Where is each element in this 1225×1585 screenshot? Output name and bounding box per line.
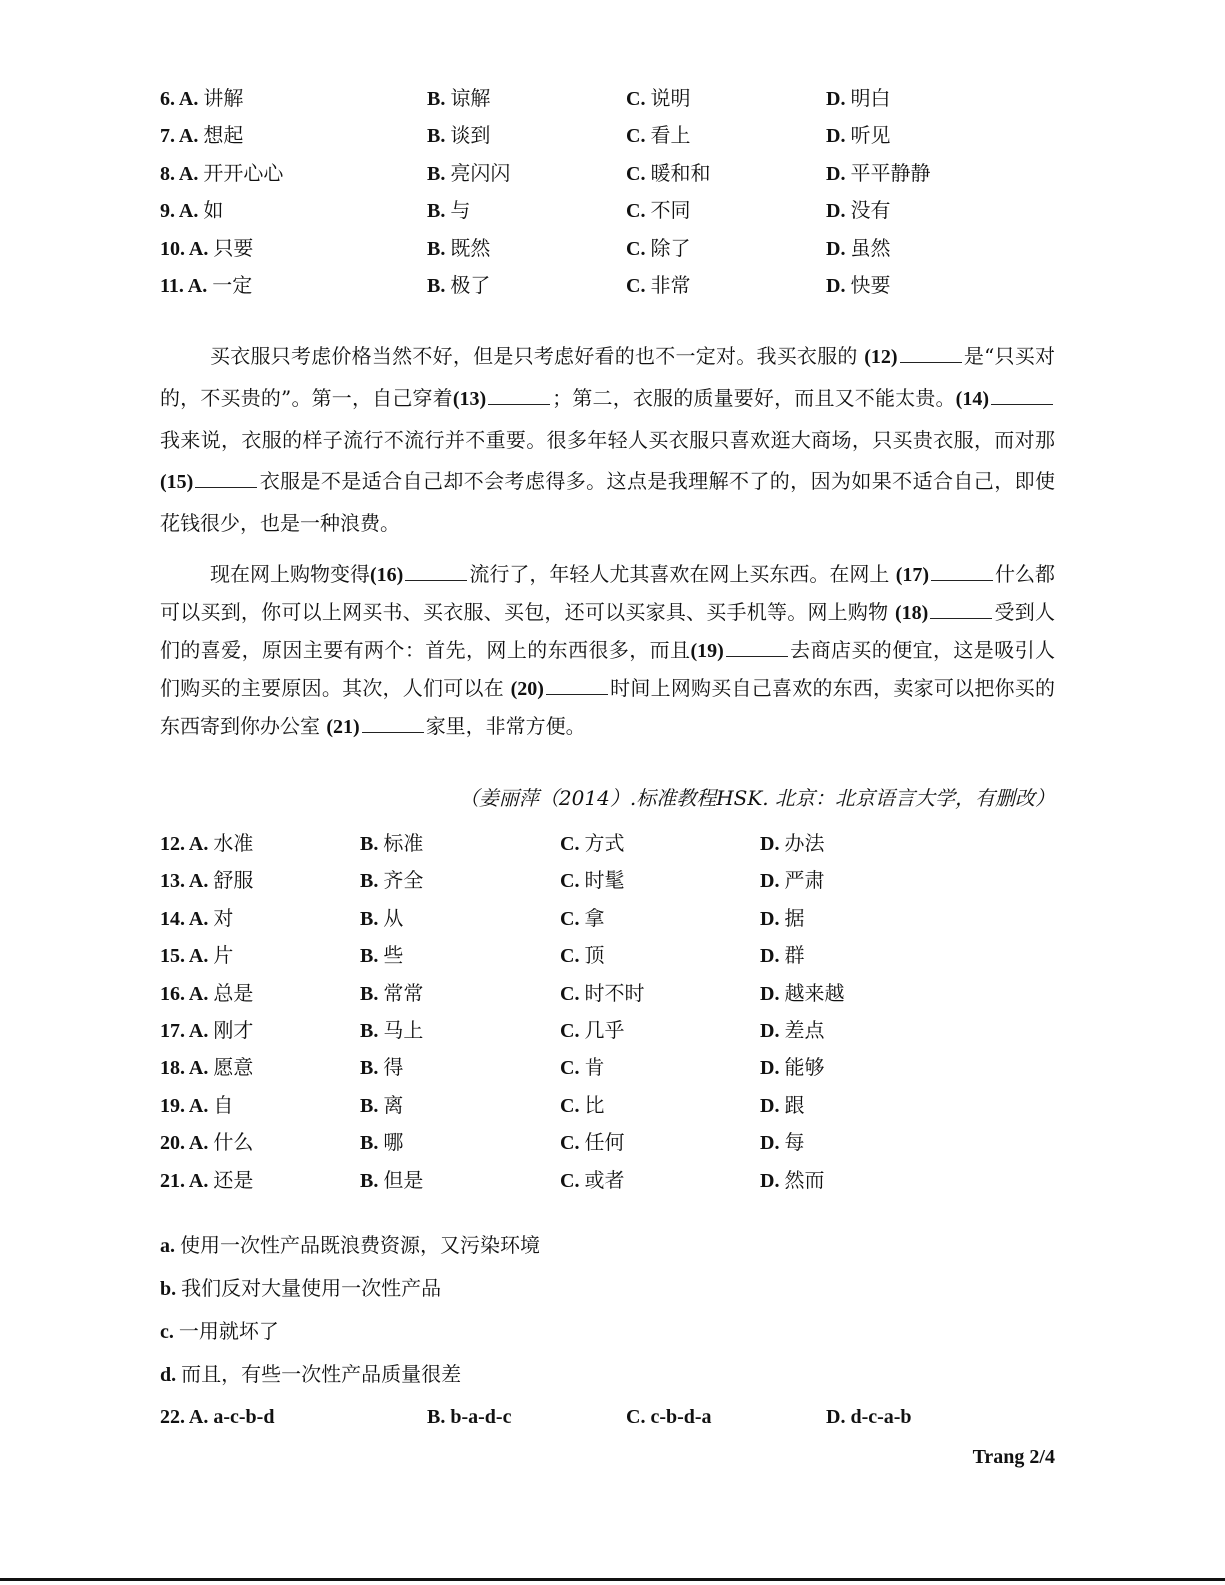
- option-a-text: 什么: [213, 1130, 254, 1155]
- option-c: [626, 81, 690, 116]
- question-row: [0, 268, 1225, 302]
- option-c: [626, 231, 690, 266]
- option-a-text: 愿意: [213, 1055, 254, 1080]
- question-number: 10. A.: [160, 237, 214, 260]
- option-c: [560, 1013, 624, 1048]
- question-row: [0, 1125, 1225, 1159]
- option-letter: C.: [626, 162, 651, 185]
- passage-text: 现在网上购物变得: [210, 562, 370, 586]
- option-c-text: 拿: [584, 905, 605, 930]
- option-letter: D.: [826, 237, 851, 260]
- option-c-text: 时不时: [584, 980, 645, 1005]
- option-b: [360, 1125, 403, 1160]
- option-letter: C.: [626, 125, 651, 148]
- option-b: [427, 118, 490, 153]
- question-row: [0, 1163, 1225, 1197]
- question-number: 7. A.: [160, 125, 204, 148]
- option-c-text: 肯: [584, 1055, 605, 1080]
- bottom-divider: [0, 1578, 1225, 1581]
- question-number: 20. A.: [160, 1132, 214, 1155]
- sentence-letter: a.: [160, 1235, 180, 1257]
- question-row: [0, 81, 1225, 115]
- option-c: [626, 118, 690, 153]
- option-a-text: 片: [213, 943, 234, 968]
- option-a: [160, 193, 223, 228]
- option-c-text: 或者: [584, 1167, 625, 1192]
- option-letter: C.: [626, 88, 651, 110]
- option-letter: B.: [360, 1020, 384, 1042]
- option-d: [760, 901, 804, 936]
- option-letter: B.: [360, 1094, 384, 1117]
- option-letter: D.: [826, 275, 851, 297]
- option-a-text: 对: [213, 905, 234, 930]
- question-number: 14. A.: [160, 907, 214, 930]
- sentence-item: [160, 1314, 279, 1349]
- option-letter: B.: [360, 833, 384, 855]
- question-number: 16. A.: [160, 982, 214, 1005]
- question-row: [0, 863, 1225, 897]
- option-letter: C.: [560, 1169, 585, 1192]
- option-letter: C.: [560, 870, 585, 893]
- option-a: [160, 1088, 233, 1123]
- blank-number: (16): [370, 564, 404, 586]
- option-a: [160, 826, 253, 861]
- option-letter: B.: [360, 1132, 384, 1155]
- blank-number: (13): [452, 388, 487, 410]
- option-d: [826, 193, 890, 228]
- option-c: [560, 863, 624, 898]
- option-d-text: 然而: [784, 1167, 825, 1192]
- option-letter: B.: [427, 125, 451, 148]
- option-b: [360, 826, 423, 861]
- option-letter: D.: [760, 907, 785, 930]
- option-b-text: b-a-d-c: [450, 1406, 512, 1428]
- option-c-text: 不同: [650, 198, 691, 223]
- option-a-text: 舒服: [213, 868, 254, 893]
- option-c-text: 非常: [650, 273, 691, 297]
- option-letter: B.: [427, 200, 451, 223]
- option-letter: B.: [360, 945, 384, 968]
- sentence-text: 我们反对大量使用一次性产品: [181, 1276, 442, 1300]
- passage-paragraph: [160, 556, 1055, 746]
- passage-text: 流行了，年轻人尤其喜欢在网上买东西。在网上: [469, 562, 890, 586]
- question-number: 19. A.: [160, 1094, 214, 1117]
- option-c: [560, 1125, 624, 1160]
- option-a: [160, 81, 243, 116]
- option-b-text: 标准: [383, 831, 424, 855]
- option-a: [160, 1050, 253, 1085]
- option-c-text: 时髦: [584, 868, 625, 893]
- option-d-text: 办法: [784, 831, 825, 855]
- blank-line: [726, 634, 788, 657]
- option-letter: D.: [760, 870, 785, 893]
- option-letter: C.: [560, 982, 585, 1005]
- blank-line: [195, 465, 257, 488]
- option-letter: C.: [626, 237, 651, 260]
- option-d: [826, 156, 930, 191]
- option-letter: D.: [826, 162, 851, 185]
- option-c: [560, 826, 624, 861]
- option-d: [760, 1125, 804, 1160]
- sentence-letter: b.: [160, 1278, 182, 1300]
- option-b: [427, 81, 490, 116]
- sentence-letter: c.: [160, 1321, 179, 1343]
- option-a-text: 开开心心: [203, 160, 284, 185]
- question-number: 15. A.: [160, 945, 214, 968]
- option-b: [360, 1163, 423, 1198]
- option-b: [427, 268, 490, 303]
- option-a-text: 水准: [213, 831, 254, 855]
- option-letter: C.: [626, 200, 651, 223]
- blank-line: [546, 672, 608, 695]
- option-letter: D.: [760, 1057, 785, 1080]
- option-c-text: 几乎: [584, 1018, 625, 1042]
- option-d-text: 没有: [850, 198, 891, 223]
- option-a: [160, 1163, 253, 1198]
- sentence-text: 而且，有些一次性产品质量很差: [181, 1362, 462, 1386]
- option-c-text: 暖和和: [650, 160, 711, 185]
- question-row: [0, 193, 1225, 227]
- question-number: 21. A.: [160, 1169, 214, 1192]
- option-letter: C.: [626, 275, 651, 297]
- option-letter: C.: [560, 945, 585, 968]
- option-b: [360, 1088, 403, 1123]
- option-a: [160, 976, 253, 1011]
- option-a-text: 还是: [213, 1167, 254, 1192]
- blank-line: [488, 382, 550, 405]
- option-d-text: 差点: [784, 1018, 825, 1042]
- option-b: [427, 156, 510, 191]
- question-row: [0, 901, 1225, 935]
- passage-text: ；第二，衣服的质量要好，而且又不能太贵。: [552, 386, 956, 410]
- option-letter: B.: [427, 88, 451, 110]
- option-b-text: 与: [450, 198, 471, 223]
- question-number: 12. A.: [160, 833, 214, 855]
- option-letter: B.: [427, 237, 451, 260]
- sentence-text: 一用就坏了: [178, 1319, 279, 1343]
- blank-number: (20): [510, 678, 544, 700]
- option-letter: C.: [560, 1132, 585, 1155]
- question-number: 22.: [160, 1406, 185, 1428]
- sentence-text: 使用一次性产品既浪费资源，又污染环境: [180, 1233, 540, 1257]
- option-b-text: 些: [383, 943, 404, 968]
- question-row: [0, 938, 1225, 972]
- question-row: [0, 1013, 1225, 1047]
- option-a: [160, 268, 252, 303]
- question-number: 11. A.: [160, 275, 213, 297]
- option-b-text: 极了: [450, 273, 491, 297]
- option-letter: C.: [560, 1020, 585, 1042]
- option-c-text: c-b-d-a: [650, 1406, 712, 1428]
- option-letter: D.: [760, 1132, 785, 1155]
- question-number: 6. A.: [160, 88, 204, 110]
- option-b: [360, 863, 423, 898]
- blank-line: [362, 710, 424, 733]
- question-row: [0, 1050, 1225, 1084]
- option-c: [560, 1088, 604, 1123]
- option-b-text: 谅解: [450, 86, 491, 110]
- option-d-text: 听见: [850, 123, 891, 148]
- option-b-text: 常常: [383, 980, 424, 1005]
- option-d-text: 每: [784, 1130, 805, 1155]
- option-d: [760, 1050, 824, 1085]
- option-d-text: 能够: [784, 1055, 825, 1080]
- option-b: [427, 193, 470, 228]
- option-letter: D.: [760, 833, 785, 855]
- option-b: [360, 1013, 423, 1048]
- option-a-text: a-c-b-d: [213, 1406, 275, 1428]
- option-d-text: 明白: [850, 86, 891, 110]
- option-c: [560, 901, 604, 936]
- option-a: [160, 231, 253, 266]
- blank-line: [931, 558, 993, 581]
- source-citation: （姜丽萍（2014）.标准教程HSK. 北京：北京语言大学，有删改）: [458, 786, 1055, 810]
- option-a-text: 刚才: [213, 1018, 254, 1042]
- option-d-text: d-c-a-b: [850, 1406, 912, 1428]
- question-row-22: [0, 1400, 1225, 1434]
- option-a: [160, 863, 253, 898]
- option-b: [360, 976, 423, 1011]
- option-letter: D.: [760, 1020, 785, 1042]
- question-number: 8. A.: [160, 162, 204, 185]
- option-d-text: 群: [784, 943, 805, 968]
- option-letter: B.: [427, 275, 451, 297]
- option-a: [160, 1125, 253, 1160]
- passage-text: 时间上网购买自己喜欢的东西，卖家可以把你买的东西寄到你办公室: [160, 676, 1056, 738]
- option-b: [360, 1050, 403, 1085]
- question-row: [0, 231, 1225, 265]
- option-b-text: 从: [383, 905, 404, 930]
- option-a-text: 总是: [213, 980, 254, 1005]
- question-row: [0, 1088, 1225, 1122]
- option-d: [760, 1088, 804, 1123]
- option-c-text: 任何: [584, 1130, 625, 1155]
- option-c: [560, 1163, 624, 1198]
- option-a: [160, 118, 243, 153]
- blank-number: (21): [326, 716, 360, 738]
- option-d-text: 虽然: [850, 235, 891, 260]
- option-d-text: 快要: [850, 273, 891, 297]
- option-c: [560, 938, 604, 973]
- option-a-text: 一定: [212, 273, 253, 297]
- option-b: B. b-a-d-c: [427, 1406, 512, 1428]
- option-a-text: 如: [203, 198, 224, 223]
- option-letter: D.: [760, 982, 785, 1005]
- passage-text: 去商店买的便宜，这是吸引人们购买的主要原因。其次，人们可以在: [160, 638, 1056, 700]
- option-a: [160, 938, 233, 973]
- blank-number: (15): [160, 471, 194, 493]
- sentence-letter: d.: [160, 1364, 182, 1386]
- option-a: [160, 1013, 253, 1048]
- option-c-text: 比: [584, 1092, 605, 1117]
- passage-clothes: [160, 336, 1055, 544]
- option-letter: D.: [826, 125, 851, 148]
- option-b-text: 马上: [383, 1018, 424, 1042]
- option-d: [760, 863, 824, 898]
- option-a-text: 只要: [213, 235, 254, 260]
- blank-number: (14): [955, 388, 989, 410]
- passage-text: 什么都可以买到，你可以上网买书、买衣服、买包，还可以买家具、买手机等。网上购物: [160, 562, 1056, 624]
- question-row: [0, 976, 1225, 1010]
- option-a-text: 自: [213, 1092, 234, 1117]
- option-d-text: 跟: [784, 1092, 805, 1117]
- option-b-text: 但是: [383, 1167, 424, 1192]
- question-row: [0, 826, 1225, 860]
- option-letter: C.: [560, 1057, 585, 1080]
- option-a: 22. A. a-c-b-d: [160, 1406, 275, 1428]
- blank-number: (18): [894, 602, 929, 624]
- option-d-text: 据: [784, 905, 805, 930]
- question-number: 9. A.: [160, 200, 204, 223]
- option-d: [826, 268, 890, 303]
- option-c-text: 看上: [650, 123, 691, 148]
- option-b-text: 齐全: [383, 868, 424, 893]
- blank-line: [991, 382, 1053, 405]
- option-d: D. d-c-a-b: [826, 1406, 912, 1428]
- option-c: [626, 156, 710, 191]
- question-number: 18. A.: [160, 1057, 214, 1080]
- option-letter: D.: [760, 1094, 785, 1117]
- option-d: [760, 1163, 824, 1198]
- option-c-text: 说明: [650, 86, 691, 110]
- option-d: [826, 81, 890, 116]
- option-letter: B.: [427, 162, 451, 185]
- option-letter: D.: [826, 200, 851, 223]
- option-d-text: 越来越: [784, 980, 845, 1005]
- blank-number: (19): [690, 640, 724, 662]
- passage-text: 受到人们的喜爱，原因主要有两个：首先，网上的东西很多，而且: [160, 600, 1056, 662]
- passage-text: 是“只买对的，不买贵的”。第一，自己穿着: [160, 344, 1056, 410]
- option-d: [760, 976, 844, 1011]
- blank-number: (17): [895, 564, 930, 586]
- option-b: [427, 231, 490, 266]
- option-letter: B.: [360, 1169, 384, 1192]
- option-b: [360, 901, 403, 936]
- option-b-text: 离: [383, 1092, 404, 1117]
- option-c-text: 方式: [584, 831, 625, 855]
- option-d-text: 平平静静: [850, 160, 931, 185]
- blank-line: [900, 340, 962, 363]
- option-b-text: 亮闪闪: [450, 160, 511, 185]
- option-letter: B.: [360, 982, 384, 1005]
- option-c: [560, 976, 644, 1011]
- option-b-text: 谈到: [450, 123, 491, 148]
- passage-text: 家里，非常方便。: [425, 714, 586, 738]
- option-a: [160, 156, 283, 191]
- question-number: 13. A.: [160, 870, 214, 893]
- option-c: [626, 268, 690, 303]
- option-c: [626, 193, 690, 228]
- sentence-item: [160, 1228, 540, 1263]
- option-d: [826, 118, 890, 153]
- option-letter: B.: [360, 1057, 384, 1080]
- option-letter: B.: [360, 907, 384, 930]
- passage-online-shopping: [160, 556, 1055, 746]
- passage-text: 买衣服只考虑价格当然不好，但是只考虑好看的也不一定对。我买衣服的: [210, 344, 858, 368]
- sentence-item: [160, 1271, 441, 1306]
- blank-line: [405, 558, 467, 581]
- option-a-text: 讲解: [203, 86, 244, 110]
- option-c: [560, 1050, 604, 1085]
- blank-line: [930, 596, 992, 619]
- option-d: [826, 231, 890, 266]
- question-row: [0, 118, 1225, 152]
- passage-text: 衣服是不是适合自己却不会考虑得多。这点是我理解不了的，因为如果不适合自己，即使花钱很少，也是一种浪费。: [160, 469, 1055, 535]
- sentence-item: [160, 1357, 461, 1392]
- option-b-text: 得: [383, 1055, 404, 1080]
- question-row: [0, 156, 1225, 190]
- option-c-text: 顶: [584, 943, 605, 968]
- option-letter: D.: [760, 1169, 785, 1192]
- option-letter: C.: [560, 1094, 585, 1117]
- page-number: Trang 2/4: [972, 1446, 1055, 1468]
- option-letter: C.: [560, 907, 585, 930]
- option-d: [760, 826, 824, 861]
- option-d: [760, 1013, 824, 1048]
- option-a: [160, 901, 233, 936]
- option-letter: B.: [360, 870, 384, 893]
- option-c-text: 除了: [650, 235, 691, 260]
- option-letter: D.: [826, 88, 851, 110]
- option-letter: D.: [760, 945, 785, 968]
- option-b: [360, 938, 403, 973]
- option-b-text: 既然: [450, 235, 491, 260]
- passage-text: 我来说，衣服的样子流行不流行并不重要。很多年轻人买衣服只喜欢逛大商场，只买贵衣服，而对那: [160, 428, 1055, 452]
- option-d: [760, 938, 804, 973]
- option-c: C. c-b-d-a: [626, 1406, 712, 1428]
- option-b-text: 哪: [383, 1130, 404, 1155]
- passage-paragraph: [160, 336, 1055, 544]
- option-a-text: 想起: [203, 123, 244, 148]
- blank-number: (12): [864, 346, 898, 368]
- option-d-text: 严肃: [784, 868, 825, 893]
- question-number: 17. A.: [160, 1020, 214, 1042]
- option-letter: C.: [560, 833, 585, 855]
